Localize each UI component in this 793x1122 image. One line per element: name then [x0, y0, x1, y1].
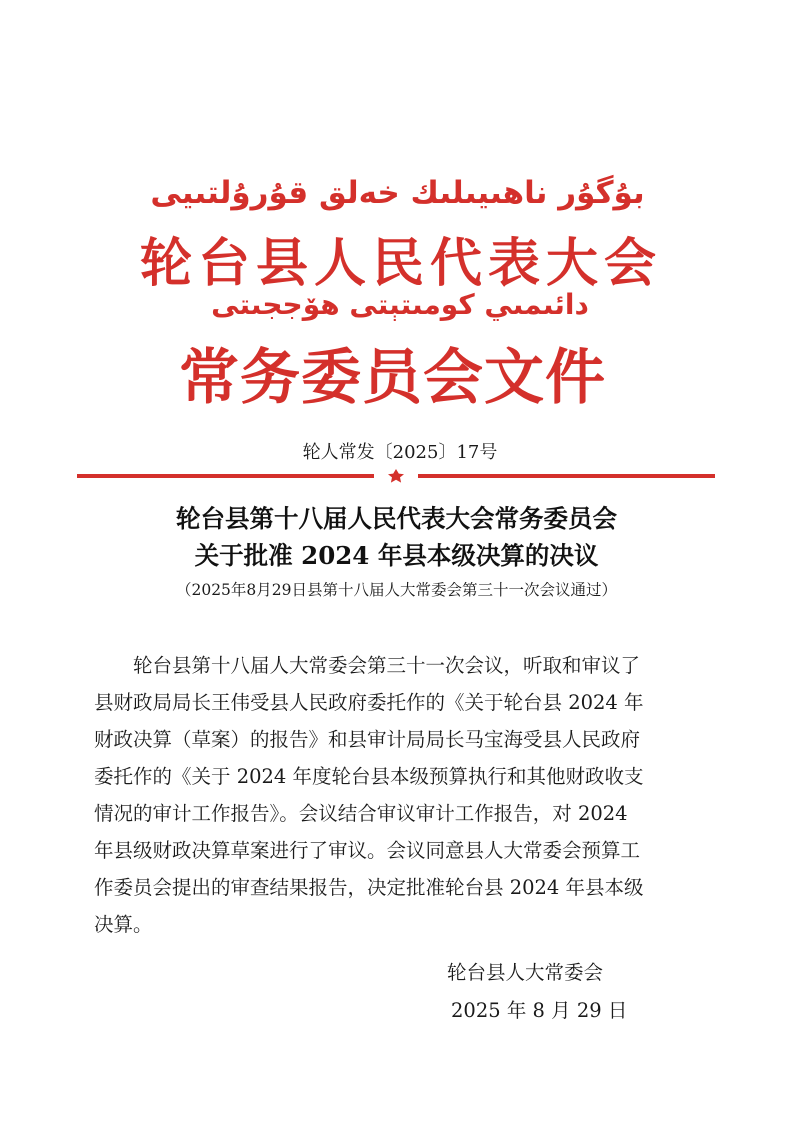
body-paragraph	[94, 647, 704, 943]
body-line: 委托作的《关于 2024 年度轮台县本级预算执行和其他财政收支	[94, 765, 644, 788]
header-uyghur-line2: دائىمىي كومىتېتى ھۆججىتى	[211, 288, 589, 321]
document-number: 轮人常发〔2025〕17号	[302, 442, 498, 463]
signature-date: 2025 年 8 月 29 日	[451, 999, 628, 1022]
body-line: 年县级财政决算草案进行了审议。会议同意县人大常委会预算工	[94, 839, 641, 862]
header-chinese-line1: 轮台县人民代表大会	[140, 233, 663, 294]
document-subtitle: （2025年8月29日县第十八届人大常委会第三十一次会议通过）	[175, 581, 618, 599]
divider-right-line	[418, 474, 715, 478]
body-line: 轮台县第十八届人大常委会第三十一次会议，听取和审议了	[133, 654, 641, 677]
body-line: 财政决算（草案）的报告》和县审计局局长马宝海受县人民政府	[94, 728, 641, 751]
document-title-line2: 关于批准 2024 年县本级决算的决议	[194, 541, 599, 570]
body-line: 决算。	[94, 913, 153, 936]
body-line: 县财政局局长王伟受县人民政府委托作的《关于轮台县 2024 年	[94, 691, 644, 714]
signature-organization: 轮台县人大常委会	[447, 961, 604, 984]
document-title-line1: 轮台县第十八届人民代表大会常务委员会	[176, 504, 617, 533]
star-icon	[388, 469, 404, 483]
divider-left-line	[77, 474, 374, 478]
header-chinese-line2: 常务委员会文件	[179, 343, 606, 413]
header-uyghur-line1: بۇگۇر ناھىيىلىك خەلق قۇرۇلتىيى	[150, 175, 645, 211]
body-line: 作委员会提出的审查结果报告，决定批准轮台县 2024 年县本级	[94, 876, 644, 899]
body-line: 情况的审计工作报告》。会议结合审议审计工作报告，对 2024	[94, 802, 628, 825]
header-divider	[77, 469, 715, 483]
